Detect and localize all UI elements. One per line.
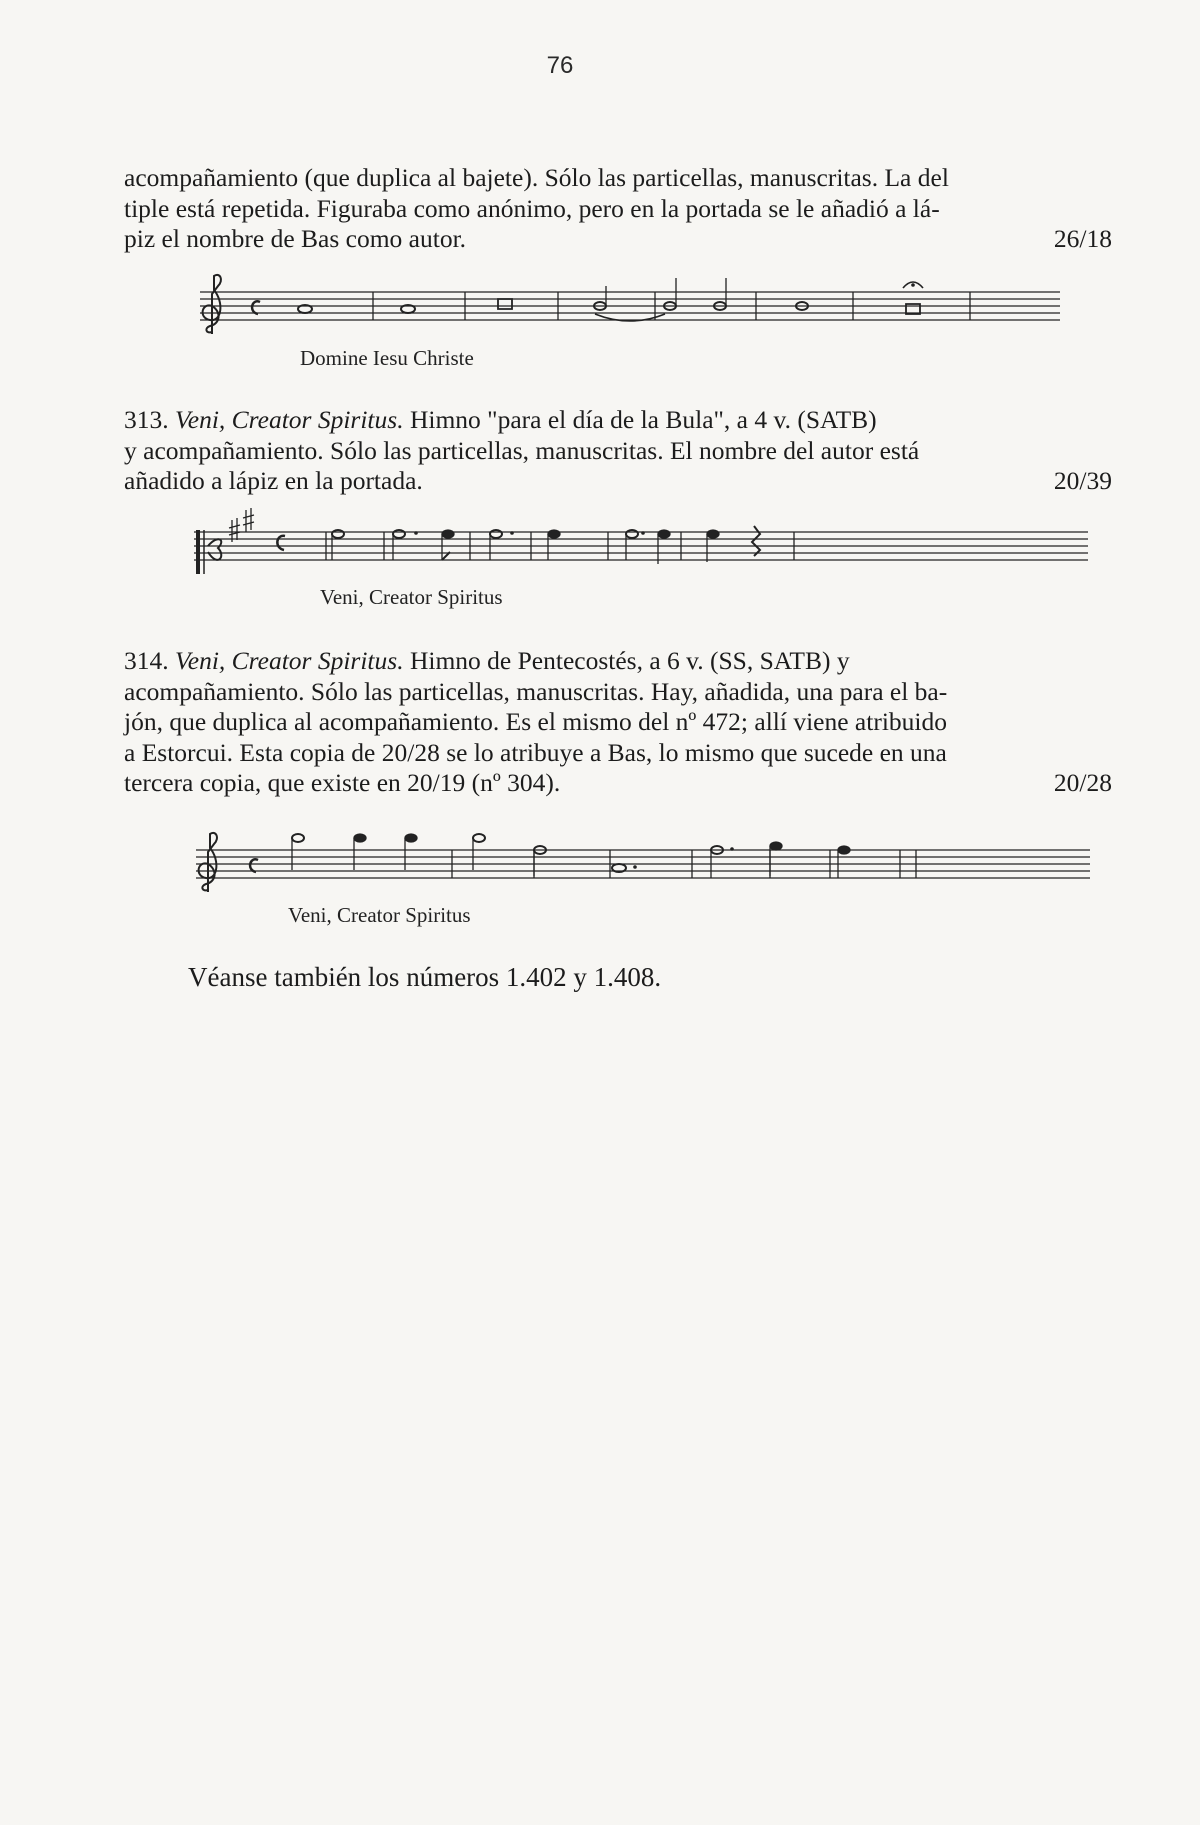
incipit-label-3: Veni, Creator Spiritus: [288, 903, 471, 927]
intro-line-2: tiple está repetida. Figuraba como anónimo, pero en la portada se le añadió a lá-: [124, 193, 940, 223]
intro-paragraph: [124, 163, 1116, 255]
music-incipit-staff-1: [190, 272, 1070, 344]
page-number: 76: [546, 52, 574, 79]
entry-313-title: Veni, Creator Spiritus.: [175, 405, 410, 434]
entry-313-signature: 20/39: [1053, 466, 1112, 495]
entry-313-line2: y acompañamiento. Sólo las particellas, manuscritas. El nombre del autor está: [124, 435, 920, 465]
music-incipit-staff-2: [188, 512, 1098, 587]
entry-314-line1: Himno de Pentecostés, a 6 v. (SS, SATB) y: [409, 646, 850, 675]
entry-314-title: Veni, Creator Spiritus.: [175, 646, 410, 675]
entry-314-line5: tercera copia, que existe en 20/19 (nº 304).: [124, 768, 561, 797]
incipit-label-1: Domine Iesu Christe: [300, 346, 474, 370]
incipit-label-2: Veni, Creator Spiritus: [320, 585, 503, 609]
intro-line-1: acompañamiento (que duplica al bajete). Sólo las particellas, manuscritas. La del: [124, 163, 949, 192]
intro-line-3: piz el nombre de Bas como autor.: [124, 224, 467, 253]
entry-313-line1: Himno "para el día de la Bula", a 4 v. (SATB): [409, 405, 877, 434]
entry-314-number: 314.: [124, 646, 169, 675]
entry-314: [124, 646, 1116, 799]
entry-314-line2: acompañamiento. Sólo las particellas, manuscritas. Hay, añadida, una para el ba-: [124, 676, 948, 706]
entry-314-line4: a Estorcui. Esta copia de 20/28 se lo atribuye a Bas, lo mismo que sucede en una: [124, 737, 947, 767]
entry-314-line3: jón, que duplica al acompañamiento. Es el mismo del nº 472; allí viene atribuido: [124, 707, 947, 736]
music-incipit-staff-3: [190, 830, 1100, 905]
intro-signature: 26/18: [1053, 224, 1112, 253]
entry-313-number: 313.: [124, 405, 169, 434]
entry-313: [124, 405, 1116, 497]
see-also-note: Véanse también los números 1.402 y 1.408.: [188, 962, 662, 992]
entry-314-signature: 20/28: [1053, 768, 1112, 797]
entry-313-line3: añadido a lápiz en la portada.: [124, 466, 423, 495]
